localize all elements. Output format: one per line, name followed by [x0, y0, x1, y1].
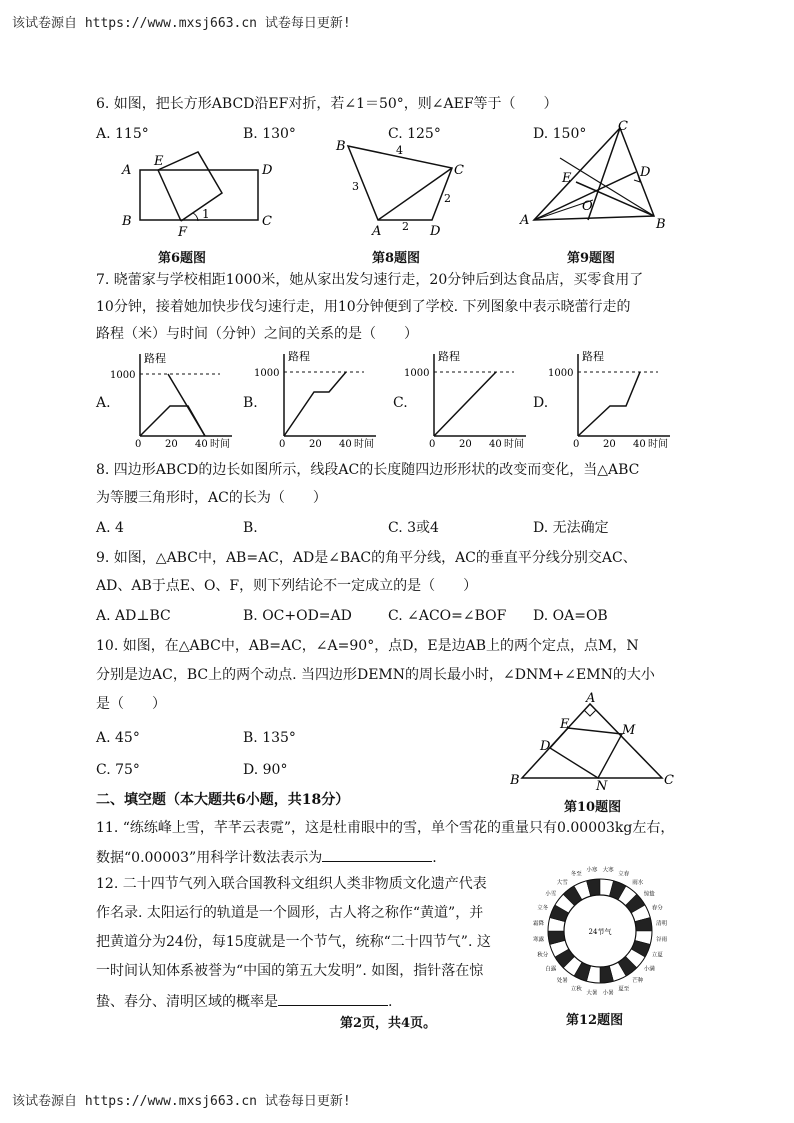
q9-option-a: A. AD⊥BC [96, 608, 171, 624]
q7-option-d: D. [533, 395, 549, 411]
wheel-term-label: 小雪 [545, 891, 557, 898]
fig9-label-a: A [520, 213, 530, 228]
graph-b-ylabel: 路程 [288, 350, 310, 363]
page-header: 该试卷源自 https://www.mxsj663.cn 试卷每日更新! [12, 16, 351, 31]
graph-c-y1000: 1000 [404, 368, 430, 379]
wheel-term-label: 谷雨 [655, 937, 668, 944]
fig9-label-c: C [618, 120, 628, 134]
caption-fig8: 第8题图 [372, 251, 421, 266]
q12-line-5 [96, 990, 392, 1012]
graph-c-x40: 40 [489, 439, 502, 450]
fig6-label-1: 1 [202, 207, 210, 221]
figure-12-wheel [520, 856, 680, 1006]
q8-line-2: 为等腰三角形时，AC的长为（ ） [96, 490, 327, 506]
fig10-label-c: C [664, 773, 674, 788]
fig10-label-e: E [560, 717, 570, 732]
q11-line-2 [96, 846, 437, 868]
fig6-label-f: F [178, 225, 188, 237]
figure-9 [518, 120, 668, 235]
fig8-label-a: A [372, 224, 382, 238]
q8-option-d: D. 无法确定 [533, 520, 609, 536]
fig6-label-e: E [154, 154, 164, 169]
q12-text: 蛰、春分、清明区域的概率是 [96, 994, 278, 1010]
graph-b-x0: 0 [279, 439, 286, 450]
graph-b-x40: 40 [339, 439, 352, 450]
graph-c-ylabel: 路程 [438, 350, 460, 363]
caption-fig6: 第6题图 [158, 251, 207, 266]
graph-b-x20: 20 [309, 439, 322, 450]
wheel-term-label: 大雪 [556, 879, 568, 886]
fig8-side-4: 4 [396, 144, 403, 157]
wheel-term-label: 小暑 [602, 990, 614, 997]
wheel-term-label: 霜降 [532, 920, 545, 927]
fig9-label-o: O [582, 199, 593, 214]
fig8-side-2-bottom: 2 [402, 220, 409, 233]
q6-stem: 6. 如图，把长方形ABCD沿EF对折，若∠1＝50°，则∠AEF等于（ ） [96, 96, 558, 112]
graph-c-xlabel: 时间 [504, 439, 524, 450]
fig8-label-c: C [454, 163, 464, 178]
q7-line-3: 路程（米）与时间（分钟）之间的关系的是（ ） [96, 326, 418, 342]
wheel-term-label: 立冬 [537, 905, 549, 912]
fig9-label-e: E [562, 171, 572, 186]
q7-graph-a [110, 348, 240, 450]
graph-a-x40: 40 [195, 439, 208, 450]
q7-option-a: A. [96, 395, 111, 411]
graph-d-y1000: 1000 [548, 368, 574, 379]
q6-option-a: A. 115° [96, 126, 149, 142]
wheel-term-label: 立秋 [570, 986, 582, 993]
caption-fig9: 第9题图 [567, 251, 616, 266]
q6-option-b: B. 130° [243, 126, 296, 142]
graph-c-x0: 0 [429, 439, 436, 450]
q8-option-b: B. [243, 520, 258, 536]
fig6-label-a: A [122, 163, 132, 178]
q10-line-3: 是（ ） [96, 696, 166, 712]
wheel-term-label: 大暑 [586, 990, 598, 997]
q8-option-a: A. 4 [96, 520, 124, 536]
figure-8 [330, 138, 470, 238]
q11-text: 数据“0.00003”用科学计数法表示为 [96, 850, 323, 866]
graph-d-ylabel: 路程 [582, 350, 604, 363]
wheel-term-label: 寒露 [532, 937, 545, 944]
wheel-term-label: 冬至 [570, 871, 582, 878]
q12-line-3: 把黄道分为24份，每15度就是一个节气，统称“二十四节气”. 这 [96, 934, 491, 950]
graph-c-x20: 20 [459, 439, 472, 450]
fig6-label-b: B [122, 214, 132, 229]
q11-end: . [432, 850, 437, 866]
graph-a-x0: 0 [135, 439, 142, 450]
section-2-title: 二、填空题（本大题共6小题，共18分） [96, 792, 350, 808]
q9-option-b: B. OC+OD=AD [243, 608, 352, 624]
fig10-label-b: B [510, 773, 520, 788]
graph-a-x20: 20 [165, 439, 178, 450]
wheel-term-label: 大寒 [602, 867, 614, 874]
fig10-label-n: N [596, 779, 608, 792]
wheel-term-label: 夏至 [618, 986, 630, 993]
page-number: 第2页，共4页。 [340, 1016, 437, 1031]
fig10-label-a: A [586, 692, 596, 706]
q10-line-2: 分别是边AC，BC上的两个动点. 当四边形DEMN的周长最小时，∠DNM+∠EMN的大小 [96, 667, 655, 683]
q10-line-1: 10. 如图，在△ABC中，AB=AC，∠A=90°，点D，E是边AB上的两个定点，点M，N [96, 638, 639, 654]
fig8-label-b: B [336, 139, 346, 154]
q7-graph-b [254, 348, 384, 450]
fig10-label-m: M [622, 723, 636, 738]
q7-line-2: 10分钟，接着她加快步伐匀速行走，用10分钟便到了学校. 下列图象中表示晓蕾行走的 [96, 299, 631, 315]
wheel-center-label: 24节气 [588, 928, 612, 936]
q10-option-c: C. 75° [96, 762, 140, 778]
wheel-term-label: 秋分 [537, 952, 549, 959]
wheel-term-label: 白露 [545, 966, 557, 973]
wheel-term-label: 芒种 [632, 978, 644, 985]
fig9-label-b: B [656, 217, 666, 232]
wheel-term-label: 清明 [655, 920, 668, 927]
wheel-term-label: 小寒 [586, 867, 598, 874]
graph-b-xlabel: 时间 [354, 439, 374, 450]
q7-option-c: C. [393, 395, 408, 411]
q12-line-4: 一时间认知体系被誉为“中国的第五大发明”. 如图，指针落在惊 [96, 963, 484, 979]
q10-option-b: B. 135° [243, 730, 296, 746]
q7-option-b: B. [243, 395, 258, 411]
q8-line-1: 8. 四边形ABCD的边长如图所示，线段AC的长度随四边形形状的改变而变化，当△ABC [96, 462, 640, 478]
graph-a-y1000: 1000 [110, 370, 136, 381]
wheel-term-label: 处暑 [556, 978, 568, 985]
q9-line-1: 9. 如图，△ABC中，AB=AC，AD是∠BAC的角平分线，AC的垂直平分线分别交AC、 [96, 550, 637, 566]
wheel-term-label: 春分 [651, 905, 663, 912]
q8-option-c: C. 3或4 [388, 520, 439, 536]
page-footer: 该试卷源自 https://www.mxsj663.cn 试卷每日更新! [12, 1094, 351, 1109]
wheel-term-label: 立夏 [651, 952, 663, 959]
q7-graph-c [404, 348, 534, 450]
fig8-side-3: 3 [352, 180, 359, 193]
q7-graph-d [548, 348, 678, 450]
graph-a-xlabel: 时间 [210, 439, 230, 450]
fig9-label-d: D [640, 165, 651, 180]
caption-fig12: 第12题图 [566, 1013, 624, 1028]
graph-d-x0: 0 [573, 439, 580, 450]
q11-answer-blank[interactable] [322, 846, 432, 862]
q11-line-1: 11. “练练峰上雪，芊芊云表霓”，这是杜甫眼中的雪，单个雪花的重量只有0.00003kg左右， [96, 820, 675, 836]
q10-option-a: A. 45° [96, 730, 140, 746]
fig6-label-d: D [262, 163, 273, 178]
graph-d-xlabel: 时间 [648, 439, 668, 450]
q6-option-c: C. 125° [388, 126, 441, 142]
fig8-label-d: D [430, 224, 441, 238]
figure-10 [510, 692, 680, 792]
q12-line-2: 作名录. 太阳运行的轨道是一个圆形，古人将之称作“黄道”，并 [96, 905, 484, 921]
fig8-side-2-right: 2 [444, 192, 451, 205]
wheel-term-label: 雨水 [632, 879, 644, 886]
graph-b-y1000: 1000 [254, 368, 280, 379]
q12-line-1: 12. 二十四节气列入联合国教科文组织人类非物质文化遗产代表 [96, 876, 487, 892]
graph-d-x20: 20 [603, 439, 616, 450]
fig10-label-d: D [540, 739, 551, 754]
q7-line-1: 7. 晓蕾家与学校相距1000米，她从家出发匀速行走，20分钟后到达食品店，买零食用了 [96, 272, 644, 288]
caption-fig10: 第10题图 [564, 800, 622, 815]
q12-end: . [388, 994, 393, 1010]
q9-option-d: D. OA=OB [533, 608, 608, 624]
wheel-term-label: 惊蛰 [643, 891, 655, 898]
figure-6 [118, 145, 278, 237]
graph-a-ylabel: 路程 [144, 352, 166, 365]
wheel-term-label: 立春 [618, 871, 630, 878]
q9-line-2: AD、AB于点E、O、F，则下列结论不一定成立的是（ ） [96, 578, 478, 594]
q12-answer-blank[interactable] [278, 990, 388, 1006]
q6-option-d: D. 150° [533, 126, 587, 142]
q9-option-c: C. ∠ACO=∠BOF [388, 608, 507, 624]
wheel-term-label: 小满 [643, 966, 655, 973]
q10-option-d: D. 90° [243, 762, 288, 778]
graph-d-x40: 40 [633, 439, 646, 450]
fig6-label-c: C [262, 214, 272, 229]
